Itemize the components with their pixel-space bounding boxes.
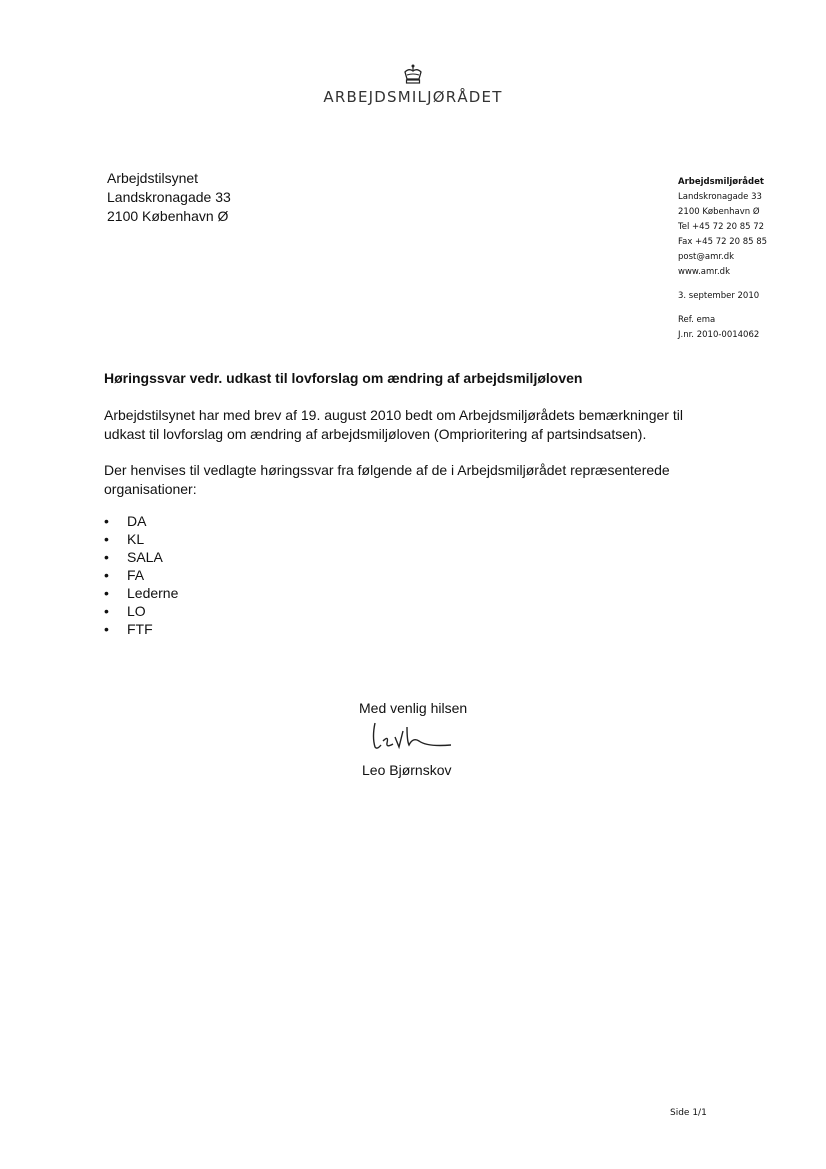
list-item: • KL [104,530,178,548]
sender-web: www.amr.dk [678,267,731,277]
list-item: • SALA [104,548,178,566]
crown-icon [402,64,424,86]
sender-street: Landskronagade 33 [678,192,762,202]
sender-email: post@amr.dk [678,252,735,262]
signature-icon [367,717,457,757]
sender-tel: Tel +45 72 20 85 72 [678,222,765,232]
letter-subject: Høringssvar vedr. udkast til lovforslag om ændring af arbejdsmiljøloven [104,370,583,386]
list-item: • Lederne [104,584,178,602]
sender-org: Arbejdsmiljørådet [678,177,764,187]
logo-text: ARBEJDSMILJØRÅDET [323,88,503,106]
recipient-city: 2100 København Ø [107,208,229,224]
recipient-name: Arbejdstilsynet [107,170,199,186]
recipient-street: Landskronagade 33 [107,189,231,205]
body-paragraph-2: Der henvises til vedlagte høringssvar fra følgende af de i Arbejdsmiljørådet repræsenterede organisationer: [104,462,670,497]
sender-city: 2100 København Ø [678,207,760,217]
letter-date: 3. september 2010 [678,291,760,301]
sender-block [678,175,767,343]
page-number: Side 1/1 [670,1108,707,1118]
recipient-address [107,169,231,226]
list-item: • FTF [104,620,178,638]
closing-text: Med venlig hilsen [359,700,468,716]
list-item: • DA [104,512,178,530]
journal-number: J.nr. 2010-0014062 [678,330,760,340]
signer-name: Leo Bjørnskov [362,762,452,778]
organisation-list [104,512,178,638]
list-item: • LO [104,602,178,620]
sender-fax: Fax +45 72 20 85 85 [678,237,768,247]
letterhead-logo [0,64,826,106]
list-item: • FA [104,566,178,584]
body-paragraph-1: Arbejdstilsynet har med brev af 19. august 2010 bedt om Arbejdsmiljørådets bemærkninger til udkast til lovforslag om ændring af arbejdsmiljøloven (Omprioritering af partsindsatsen). [104,407,683,442]
reference: Ref. ema [678,315,716,325]
